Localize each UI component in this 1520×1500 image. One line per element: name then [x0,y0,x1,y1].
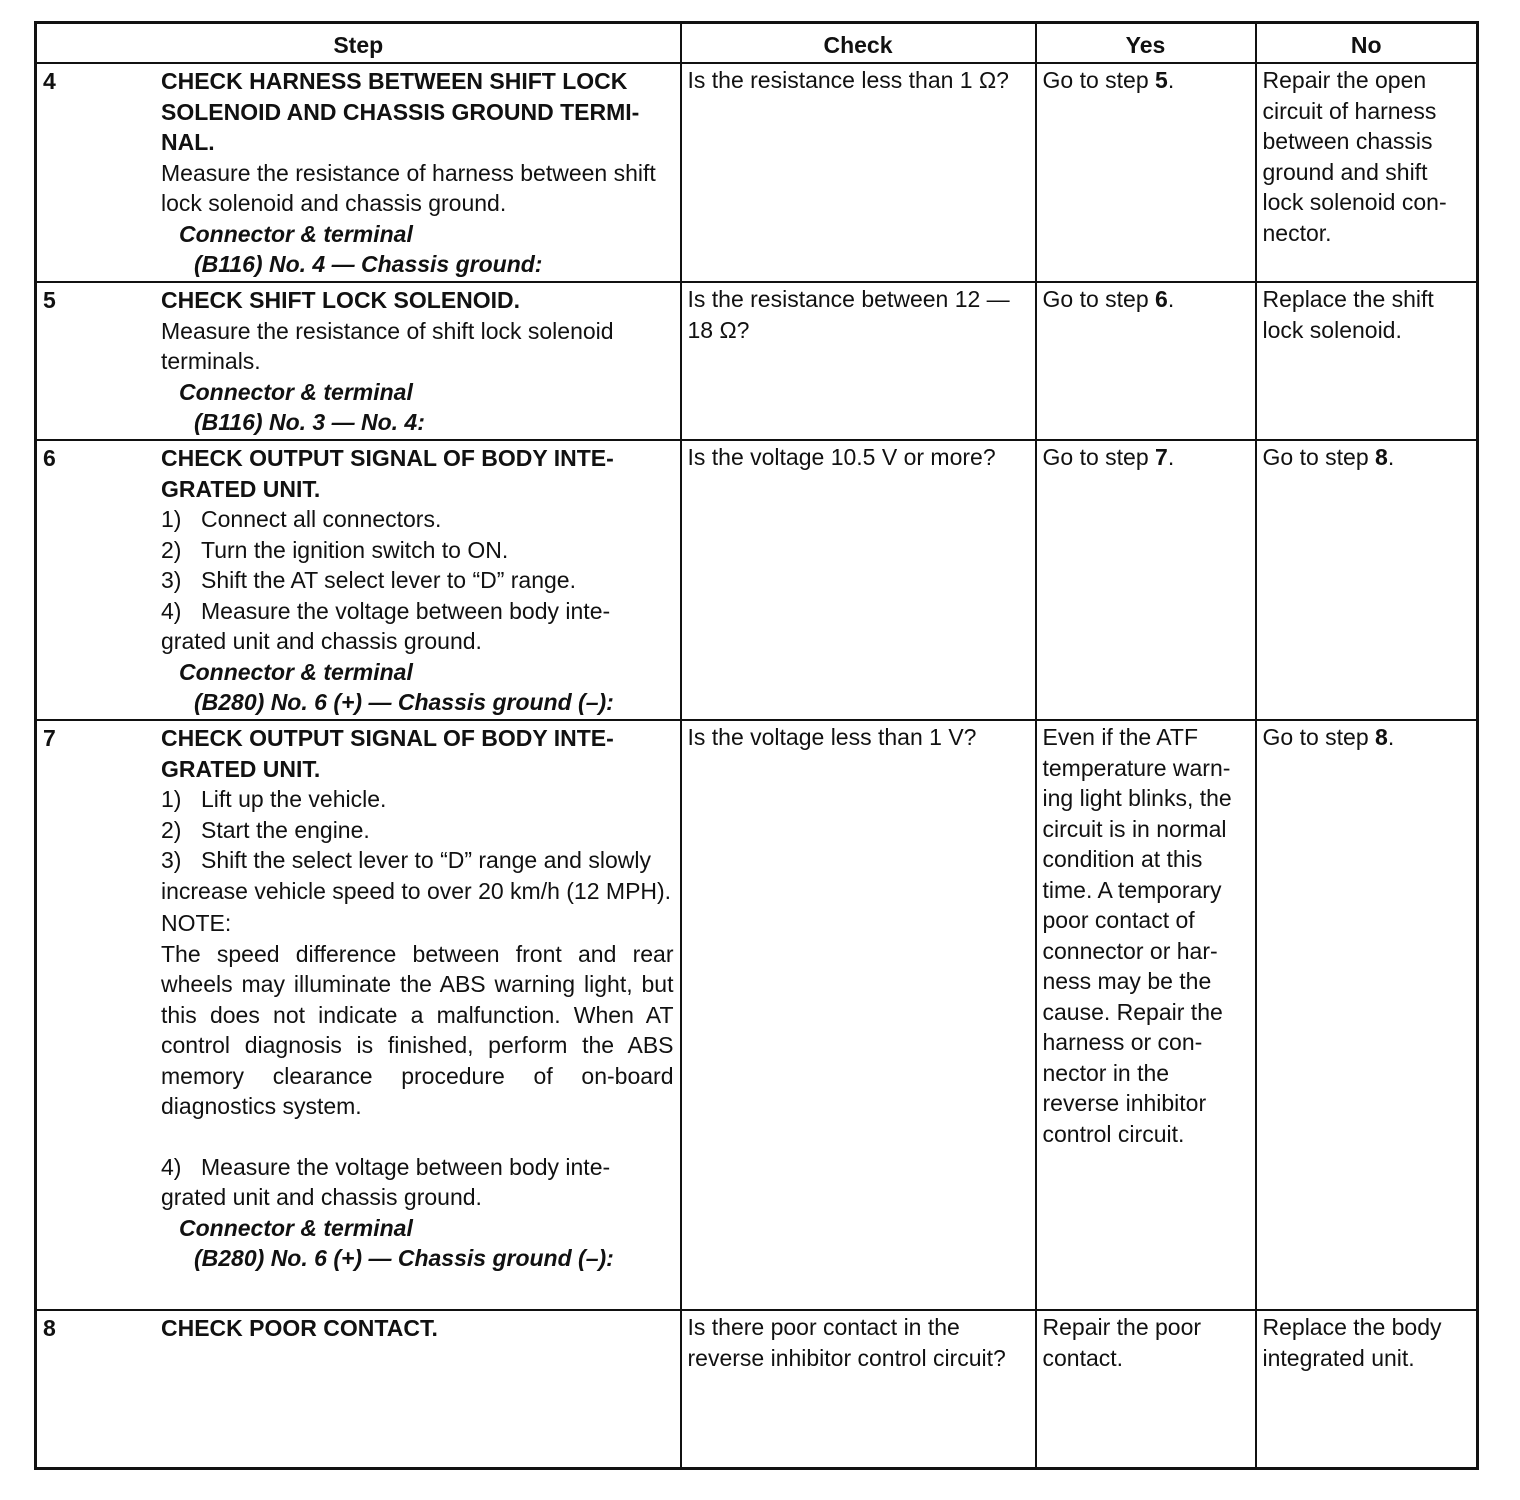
connector-value: (B116) No. 3 — No. 4: [194,409,425,435]
no-cell: Repair the open circuit of harness between chassis ground and shift lock solenoid con- nector. [1256,63,1478,282]
list-item: 1) Lift up the vehicle. [161,786,387,812]
step-cell [36,282,681,440]
header-no: No [1256,23,1478,64]
step-number: 4 [43,68,56,94]
yes-prefix: Go to step [1042,286,1156,312]
yes-prefix: Go to step [1042,67,1156,93]
yes-prefix: Go to step [1042,444,1156,470]
list-item: 2) Turn the ignition switch to ON. [161,536,509,563]
list-item: 2) Start the engine. [161,816,370,843]
check-cell: Is the voltage 10.5 V or more? [681,440,1036,720]
check-cell: Is the voltage less than 1 V? [681,720,1036,1310]
diagnosis-table [34,21,1479,1470]
no-suffix: . [1387,444,1395,470]
yes-cell [1036,440,1256,720]
step-title: CHECK POOR CONTACT. [161,1315,438,1341]
step-ref: 6 [1155,286,1168,312]
no-prefix: Go to step [1262,724,1376,750]
step-cell [36,440,681,720]
yes-cell [1036,63,1256,282]
step-title: CHECK OUTPUT SIGNAL OF BODY INTE- GRATED UNIT. [161,725,614,782]
note-text: The speed difference between front and rear wheels may illuminate the ABS warning light, but this does not indicate a malfunction. When AT control diagnosis is finished, perform the ABS memory clearance procedure of on-board diagnostics system. [161,940,674,1119]
step-cell [36,1310,681,1468]
step-ref: 5 [1155,67,1168,93]
note-label: NOTE: [161,910,232,936]
step-ref: 8 [1375,724,1388,750]
yes-cell: Even if the ATF temperature warn- ing light blinks, the circuit is in normal condition at this time. A temporary poor contact of connector or har- ness may be the cause. Repair the harness or con- nector in the reverse inhibitor control circuit. [1036,720,1256,1310]
list-item: 4) Measure the voltage between body inte- grated unit and chassis ground. [161,597,611,654]
step-number: 5 [43,287,56,313]
step-title: CHECK SHIFT LOCK SOLENOID. [161,287,521,313]
header-check: Check [681,23,1036,64]
connector-label: Connector & terminal [179,1214,413,1241]
step-number: 6 [43,445,56,471]
list-item: 3) Shift the AT select lever to “D” range. [161,567,576,593]
no-cell [1256,720,1478,1310]
no-cell: Replace the shift lock solenoid. [1256,282,1478,440]
step-text: Measure the resistance of shift lock solenoid terminals. [161,317,614,374]
header-step: Step [36,23,681,64]
no-cell [1256,440,1478,720]
list-item: 4) Measure the voltage between body inte- grated unit and chassis ground. [161,1153,611,1210]
step-ref: 8 [1375,444,1388,470]
list-item: 1) Connect all connectors. [161,506,442,532]
step-cell [36,63,681,282]
header-row [36,23,1478,64]
connector-label: Connector & terminal [179,658,413,685]
list-item: 3) Shift the select lever to “D” range and slowly increase vehicle speed to over 20 km/h (12 MPH). [161,847,672,904]
table-row [36,282,1478,440]
yes-cell: Repair the poor contact. [1036,1310,1256,1468]
step-title: CHECK HARNESS BETWEEN SHIFT LOCK SOLENOID AND CHASSIS GROUND TERMI- NAL. [161,68,640,155]
step-text: Measure the resistance of harness between shift lock solenoid and chassis ground. [161,159,656,216]
no-prefix: Go to step [1262,444,1376,470]
check-cell: Is the resistance less than 1 Ω? [681,63,1036,282]
yes-cell [1036,282,1256,440]
yes-suffix: . [1167,286,1175,312]
yes-suffix: . [1167,444,1175,470]
connector-value: (B116) No. 4 — Chassis ground: [194,251,543,277]
step-ref: 7 [1155,444,1168,470]
no-cell: Replace the body integrated unit. [1256,1310,1478,1468]
connector-value: (B280) No. 6 (+) — Chassis ground (–): [194,689,614,715]
step-number: 8 [43,1315,56,1341]
step-title: CHECK OUTPUT SIGNAL OF BODY INTE- GRATED UNIT. [161,445,614,502]
header-yes: Yes [1036,23,1256,64]
connector-value: (B280) No. 6 (+) — Chassis ground (–): [194,1245,614,1271]
connector-label: Connector & terminal [179,378,413,405]
table-row [36,720,1478,1310]
step-cell [36,720,681,1310]
check-cell: Is there poor contact in the reverse inhibitor control circuit? [681,1310,1036,1468]
no-suffix: . [1387,724,1395,750]
table-row [36,1310,1478,1468]
step-number: 7 [43,725,56,751]
yes-suffix: . [1167,67,1175,93]
check-cell: Is the resistance between 12 — 18 Ω? [681,282,1036,440]
table-row [36,63,1478,282]
table-row [36,440,1478,720]
connector-label: Connector & terminal [179,220,413,247]
